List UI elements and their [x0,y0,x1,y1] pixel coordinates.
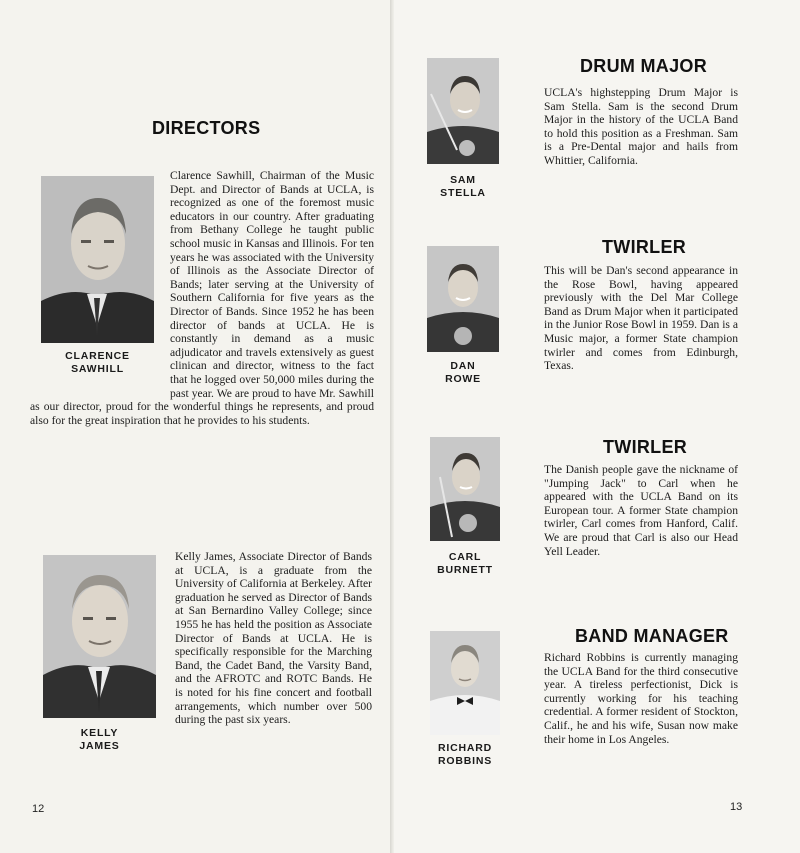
rowe-bio: This will be Dan's second appearance in the Rose Bowl, having appeared previously with the Del Mar College Band as Drum Major when it participated in the Junior Rose Bowl in 1959. Dan is a Music major, a former State champion twirler and comes from Edinburgh, Texas. [544,264,738,373]
sam-stella-photo [427,58,499,164]
sawhill-caption [41,350,154,376]
burnett-caption-last: BURNETT [437,564,493,576]
stella-bio: UCLA's highstepping Drum Major is Sam Stella. Sam is the second Drum Major in the history of the UCLA Band to hold this position as a Freshman. Sam is a Pre-Dental major and hails from Whittier, California. [544,86,738,167]
carl-burnett-photo [430,437,500,541]
left-page [0,0,392,853]
james-bio: Kelly James, Associate Director of Bands at UCLA, is a graduate from the University of California at Berkeley. After graduation he served as Director of Bands at San Bernardino Valley College; since 1955 he has held the position as Associate Director of Bands at UCLA. He is specifically responsible for the Marching Band, the Cadet Band, the Varsity Band, and the AFROTC and ROTC Bands. He is noted for his fine concert and football arrangements, which number over 500 during the past six years. [175,550,372,727]
drum-major-heading: DRUM MAJOR [580,56,707,76]
sawhill-caption-first: CLARENCE [65,350,130,362]
directors-heading: DIRECTORS [152,118,261,138]
sawhill-photo-column [30,169,170,389]
richard-robbins-photo [430,631,500,735]
twirler-heading-2: TWIRLER [603,437,688,457]
page-number-right: 13 [730,801,743,813]
burnett-bio: The Danish people gave the nickname of "Jumping Jack" to Carl when he appeared with the UCLA Band on its European tour. A former State champion twirler, Carl comes from Hanford, Calif. We are proud that Carl is also our Head Yell Leader. [544,463,738,558]
rowe-caption [427,360,499,386]
james-caption [43,727,156,753]
kelly-james-photo [43,555,156,718]
james-caption-last: JAMES [79,740,120,752]
rowe-caption-last: ROWE [445,373,481,385]
sawhill-caption-last: SAWHILL [71,363,124,375]
robbins-bio: Richard Robbins is currently managing the UCLA Band for the third consecutive year. A tireless perfectionist, Dick is currently working for his teaching credential. A former resident of Stockton, Calif., he and his wife, Susan now make their home in Los Angeles. [544,651,738,746]
stella-caption-last: STELLA [440,187,486,199]
rowe-caption-first: DAN [450,360,476,372]
page-number-left: 12 [32,803,45,815]
right-page [394,0,800,853]
clarence-sawhill-photo [41,176,154,343]
twirler-heading-1: TWIRLER [602,237,687,257]
stella-caption [427,174,499,200]
james-caption-first: KELLY [80,727,119,739]
robbins-caption-first: RICHARD [437,742,492,754]
sawhill-block [30,169,374,427]
band-manager-heading: BAND MANAGER [575,626,729,646]
dan-rowe-photo [427,246,499,352]
robbins-caption-last: ROBBINS [437,755,493,767]
burnett-caption-first: CARL [448,551,482,563]
sawhill-bio: Clarence Sawhill, Chairman of the Music Dept. and Director of Bands at UCLA, is recognized as one of the foremost music educators in our country. After graduating from Bethany College he taught public school music in Kansas and Illinois. For ten years he was associated with the University of Illinois as the Associate Director of Bands; later serving at the University of Southern California for five years as the Director of Bands. Since 1952 he has been director of bands at UCLA. He is constantly in demand as a music adjudicator and travels extensively as guest clinican and director, witness to the fact that he logged over 50,000 miles during the past year. We are proud to have Mr. Sawhill as our director, proud for the wonderful things he represents, and proud also for the great inspiration that he provides to his students. [30,169,374,427]
burnett-caption [427,551,503,577]
robbins-caption [427,742,503,768]
stella-caption-first: SAM [450,174,476,186]
